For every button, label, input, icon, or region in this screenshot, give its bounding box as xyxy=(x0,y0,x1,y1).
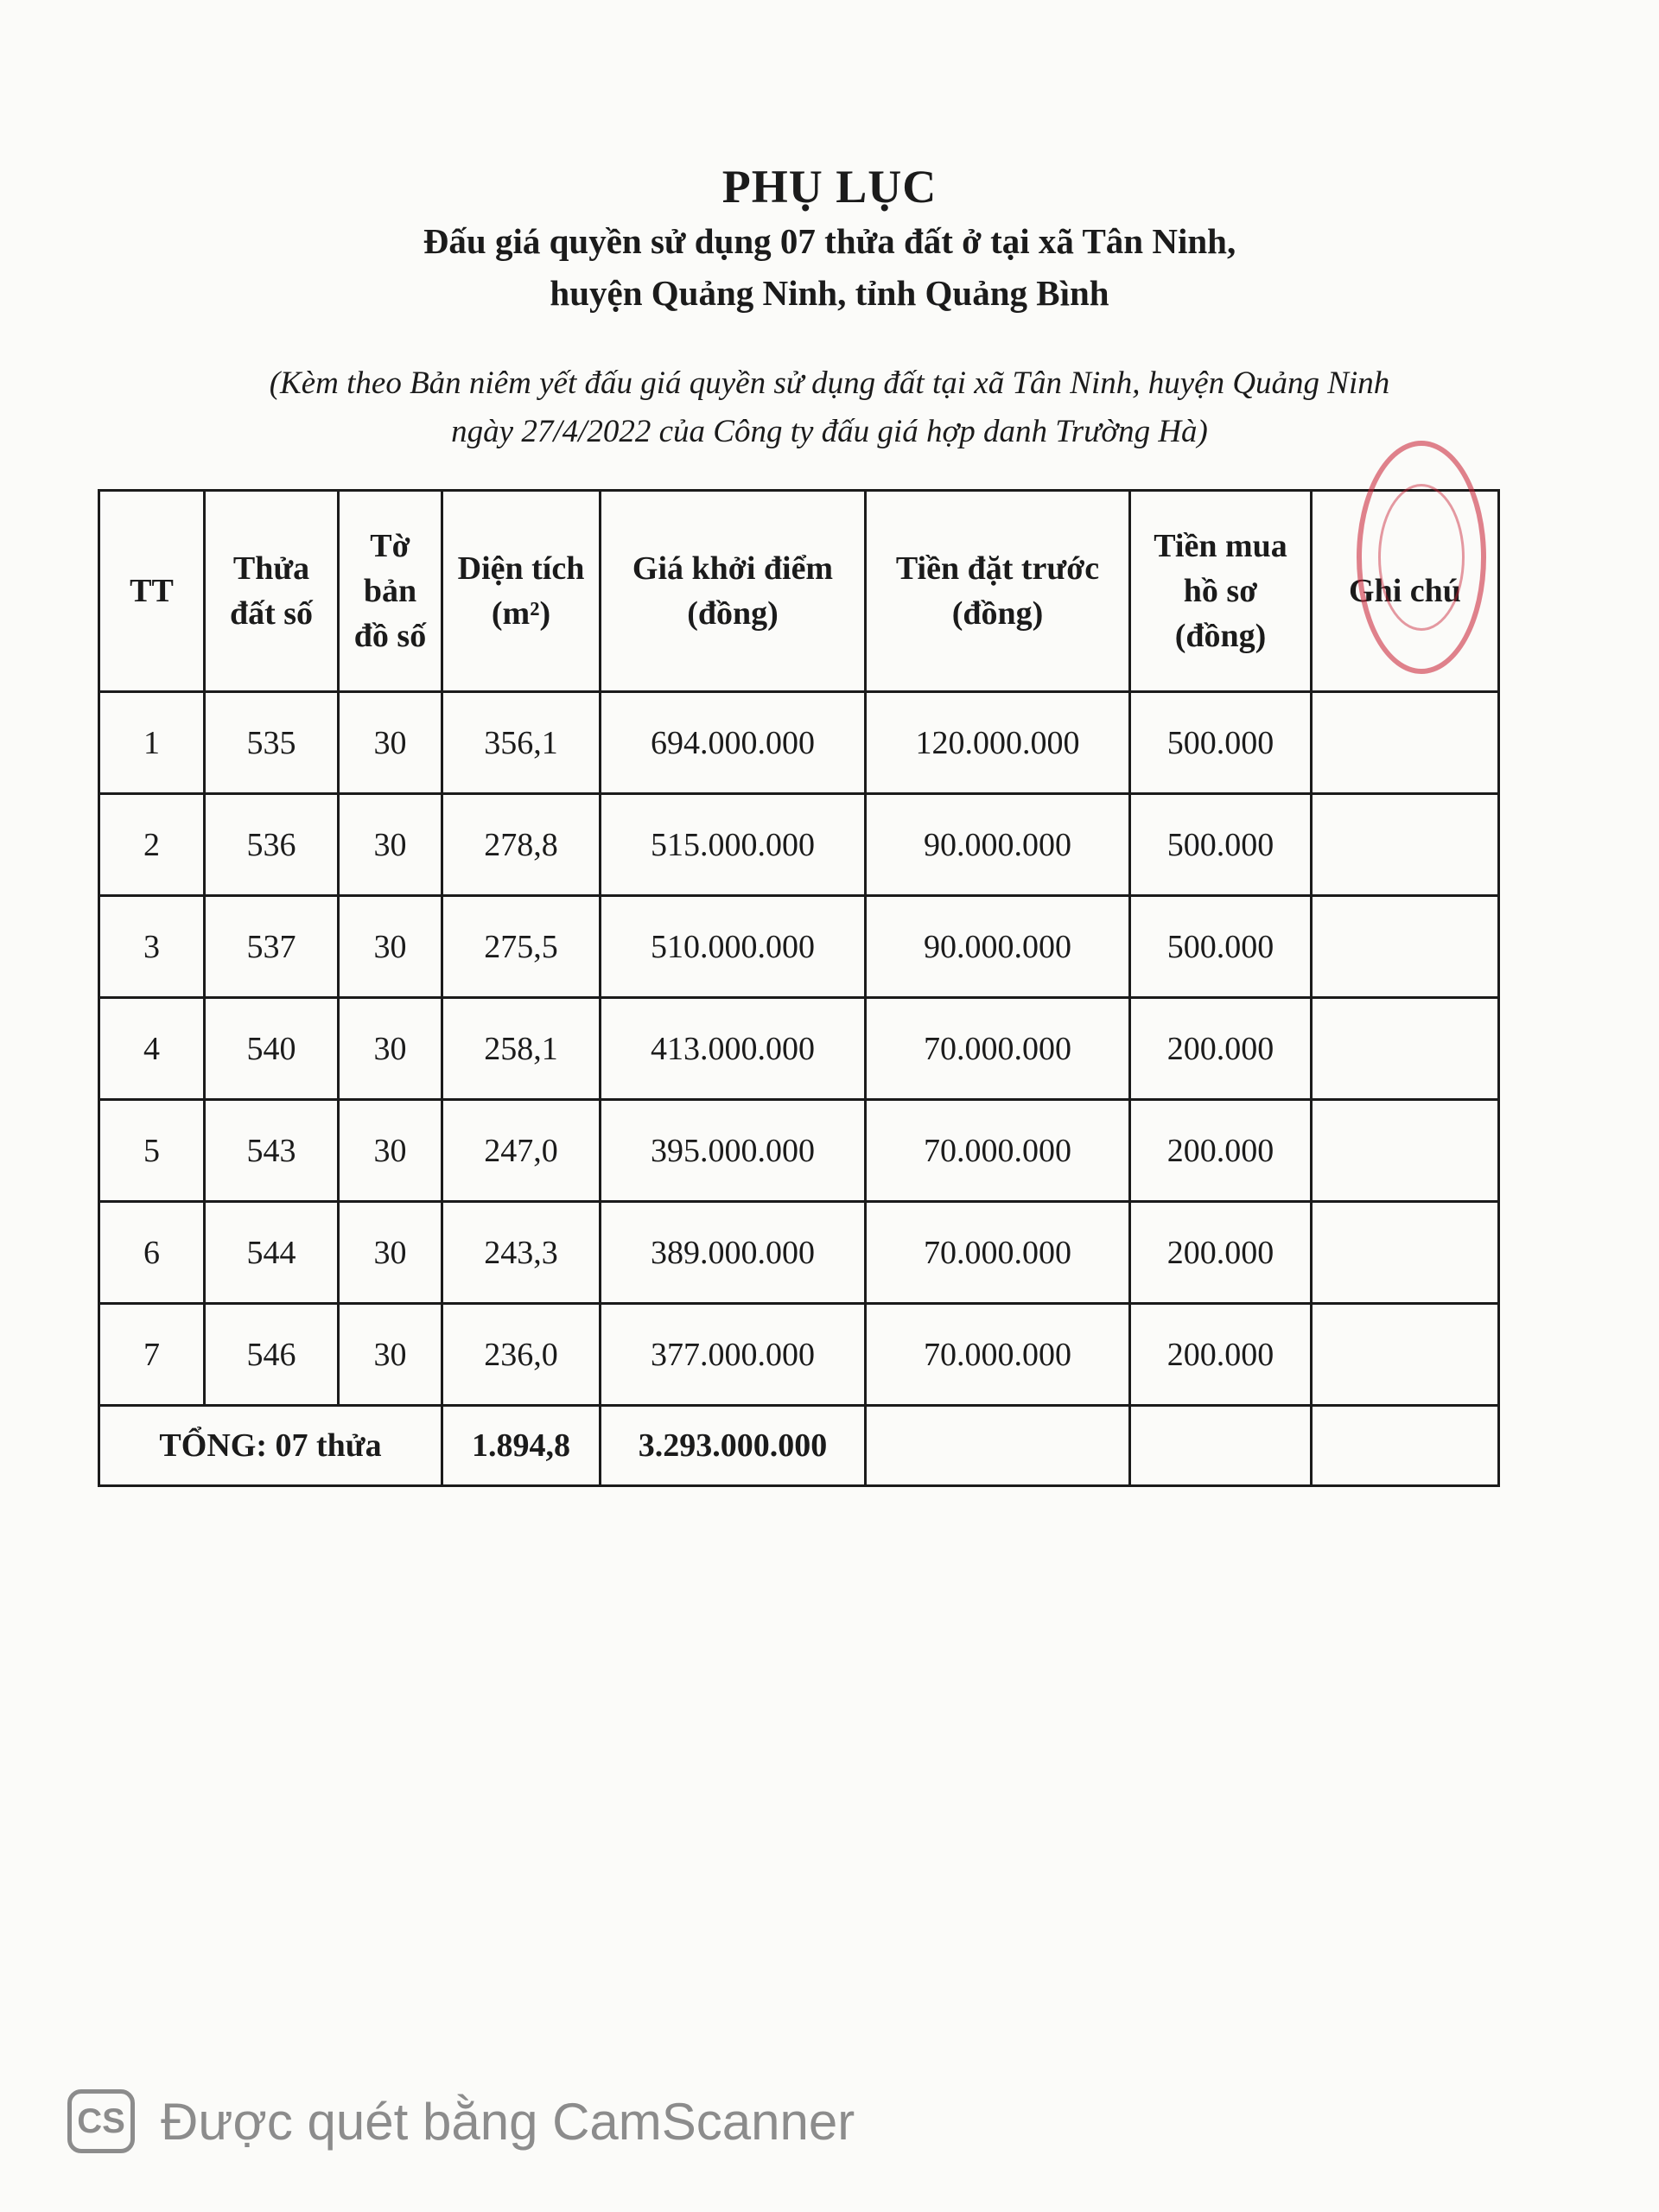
cell-ho-so: 200.000 xyxy=(1130,998,1312,1100)
cell-dien-tich: 275,5 xyxy=(442,896,601,998)
cell-dien-tich: 258,1 xyxy=(442,998,601,1100)
cell-ghi-chu xyxy=(1312,1304,1499,1406)
page-subtitle-line2: huyện Quảng Ninh, tỉnh Quảng Bình xyxy=(550,273,1109,313)
table-row xyxy=(99,1100,1499,1202)
cell-ho-so: 500.000 xyxy=(1130,692,1312,794)
column-header-thua-dat: Thửa đất số xyxy=(205,491,339,692)
table-row xyxy=(99,794,1499,896)
cell-ghi-chu xyxy=(1312,896,1499,998)
column-header-dien-tich: Diện tích (m²) xyxy=(442,491,601,692)
camscanner-watermark-text: Được quét bằng CamScanner xyxy=(161,2092,855,2151)
cell-dat-truoc: 120.000.000 xyxy=(866,692,1130,794)
cell-dat-truoc: 70.000.000 xyxy=(866,998,1130,1100)
cell-dien-tich: 243,3 xyxy=(442,1202,601,1304)
land-lots-table xyxy=(98,489,1500,1487)
cell-thua: 546 xyxy=(205,1304,339,1406)
cell-gia: 515.000.000 xyxy=(601,794,866,896)
cell-gia: 395.000.000 xyxy=(601,1100,866,1202)
column-header-ghi-chu: Ghi chú xyxy=(1312,491,1499,692)
attachment-note-line1: (Kèm theo Bản niêm yết đấu giá quyền sử dụng đất tại xã Tân Ninh, huyện Quảng Ninh xyxy=(269,365,1390,401)
cell-dat-truoc: 70.000.000 xyxy=(866,1304,1130,1406)
cell-thua: 544 xyxy=(205,1202,339,1304)
cell-thua: 535 xyxy=(205,692,339,794)
cell-ghi-chu xyxy=(1312,1202,1499,1304)
cell-to: 30 xyxy=(339,1304,442,1406)
cell-ghi-chu xyxy=(1312,692,1499,794)
cell-dien-tich: 356,1 xyxy=(442,692,601,794)
table-row xyxy=(99,692,1499,794)
red-seal-inner-ring xyxy=(1378,484,1465,631)
cell-tt: 6 xyxy=(99,1202,205,1304)
cell-thua: 540 xyxy=(205,998,339,1100)
cell-ho-so: 500.000 xyxy=(1130,896,1312,998)
cell-to: 30 xyxy=(339,692,442,794)
total-gia: 3.293.000.000 xyxy=(601,1406,866,1486)
column-header-to-ban-do: Tờ bản đồ số xyxy=(339,491,442,692)
cell-ho-so: 200.000 xyxy=(1130,1202,1312,1304)
cell-ghi-chu xyxy=(1312,998,1499,1100)
total-dat-truoc xyxy=(866,1406,1130,1486)
cell-to: 30 xyxy=(339,896,442,998)
cell-dien-tich: 247,0 xyxy=(442,1100,601,1202)
cell-tt: 7 xyxy=(99,1304,205,1406)
column-header-tien-mua-ho-so: Tiền mua hồ sơ (đồng) xyxy=(1130,491,1312,692)
cell-to: 30 xyxy=(339,998,442,1100)
cell-gia: 377.000.000 xyxy=(601,1304,866,1406)
cell-to: 30 xyxy=(339,1202,442,1304)
cell-gia: 413.000.000 xyxy=(601,998,866,1100)
cell-dat-truoc: 70.000.000 xyxy=(866,1100,1130,1202)
cell-dat-truoc: 90.000.000 xyxy=(866,794,1130,896)
cell-dat-truoc: 70.000.000 xyxy=(866,1202,1130,1304)
cell-ghi-chu xyxy=(1312,1100,1499,1202)
table-row xyxy=(99,896,1499,998)
table-row xyxy=(99,998,1499,1100)
cell-tt: 4 xyxy=(99,998,205,1100)
cell-gia: 389.000.000 xyxy=(601,1202,866,1304)
table-row xyxy=(99,1202,1499,1304)
cell-thua: 543 xyxy=(205,1100,339,1202)
cell-ghi-chu xyxy=(1312,794,1499,896)
cell-tt: 1 xyxy=(99,692,205,794)
total-label: TỔNG: 07 thửa xyxy=(99,1406,442,1486)
cell-to: 30 xyxy=(339,1100,442,1202)
column-header-tien-dat-truoc: Tiền đặt trước (đồng) xyxy=(866,491,1130,692)
total-ghi-chu xyxy=(1312,1406,1499,1486)
attachment-note-line2: ngày 27/4/2022 của Công ty đấu giá hợp danh Trường Hà) xyxy=(451,414,1208,449)
cell-thua: 537 xyxy=(205,896,339,998)
cell-dat-truoc: 90.000.000 xyxy=(866,896,1130,998)
cell-dien-tich: 278,8 xyxy=(442,794,601,896)
total-dien-tich: 1.894,8 xyxy=(442,1406,601,1486)
cell-dien-tich: 236,0 xyxy=(442,1304,601,1406)
column-header-tt: TT xyxy=(99,491,205,692)
cell-gia: 694.000.000 xyxy=(601,692,866,794)
cell-thua: 536 xyxy=(205,794,339,896)
table-total-row xyxy=(99,1406,1499,1486)
cell-tt: 2 xyxy=(99,794,205,896)
cell-tt: 3 xyxy=(99,896,205,998)
cell-tt: 5 xyxy=(99,1100,205,1202)
table-row xyxy=(99,1304,1499,1406)
camscanner-watermark xyxy=(67,2084,855,2158)
page-subtitle-line1: Đấu giá quyền sử dụng 07 thửa đất ở tại xã Tân Ninh, xyxy=(423,221,1236,261)
cell-ho-so: 200.000 xyxy=(1130,1100,1312,1202)
table-header-row xyxy=(99,491,1499,692)
cell-gia: 510.000.000 xyxy=(601,896,866,998)
cell-ho-so: 500.000 xyxy=(1130,794,1312,896)
cell-ho-so: 200.000 xyxy=(1130,1304,1312,1406)
column-header-gia-khoi-diem: Giá khởi điểm (đồng) xyxy=(601,491,866,692)
total-ho-so xyxy=(1130,1406,1312,1486)
camscanner-logo-icon: CS xyxy=(67,2089,135,2153)
page-title: PHỤ LỤC xyxy=(721,161,938,213)
cell-to: 30 xyxy=(339,794,442,896)
